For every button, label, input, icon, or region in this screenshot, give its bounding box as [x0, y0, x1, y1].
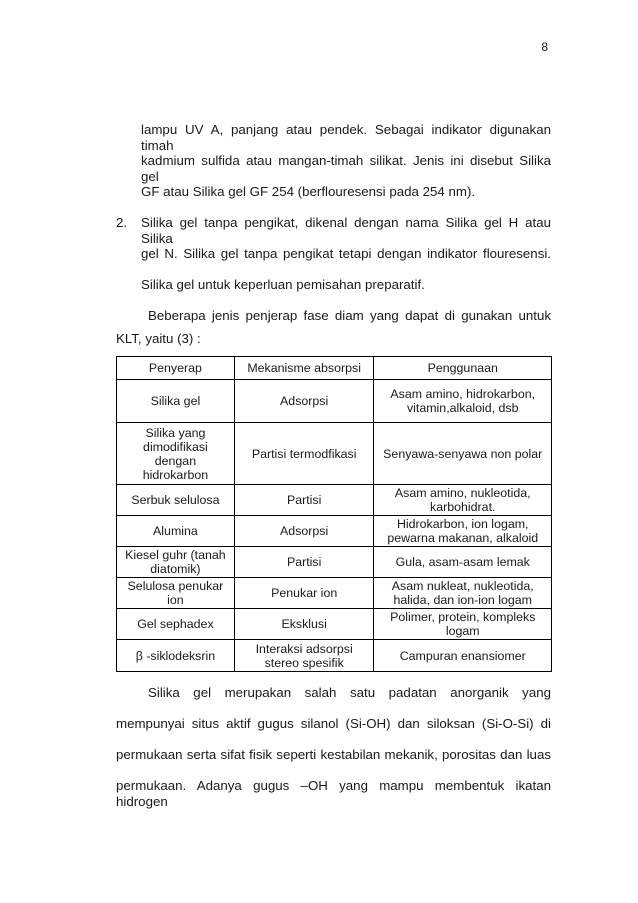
paragraph-2-line: mempunyai situs aktif gugus silanol (Si-OH) dan siloksan (Si-O-Si) di [116, 716, 551, 731]
table-row [117, 485, 552, 516]
table-cell: Senyawa-senyawa non polar [374, 423, 552, 485]
table-row [117, 640, 552, 672]
intro-line: Beberapa jenis penjerap fase diam yang dapat di gunakan untuk [148, 308, 551, 323]
table-cell: Serbuk selulosa [117, 485, 235, 516]
list-item-line: Silika gel tanpa pengikat, dikenal dengan nama Silika gel H atau Silika [141, 215, 551, 246]
list-item-line: Silika gel untuk keperluan pemisahan preparatif. [141, 277, 425, 292]
table-cell: Silika yang dimodifikasi dengan hidrokarbon [117, 423, 235, 485]
table-cell: Partisi termodfikasi [234, 423, 374, 485]
table-cell: Asam nukleat, nukleotida, halida, dan ion-ion logam [374, 578, 552, 609]
table-cell: Adsorpsi [234, 516, 374, 547]
table-cell: Asam amino, hidrokarbon, vitamin,alkaloid, dsb [374, 380, 552, 423]
table-row [117, 423, 552, 485]
table-cell: Adsorpsi [234, 380, 374, 423]
table-row [117, 609, 552, 640]
paragraph-2-line: permukaan. Adanya gugus –OH yang mampu membentuk ikatan hidrogen [116, 778, 551, 809]
list-item-line: gel N. Silika gel tanpa pengikat tetapi dengan indikator flouresensi. [141, 246, 551, 261]
paragraph-1-line: lampu UV A, panjang atau pendek. Sebagai indikator digunakan timah [141, 122, 551, 153]
table-cell: Polimer, protein, kompleks logam [374, 609, 552, 640]
table-cell: Asam amino, nukleotida, karbohidrat. [374, 485, 552, 516]
table-cell: Gula, asam-asam lemak [374, 547, 552, 578]
table-cell: β -siklodeksrin [117, 640, 235, 672]
table-row [117, 578, 552, 609]
table-cell: Eksklusi [234, 609, 374, 640]
table-cell: Silika gel [117, 380, 235, 423]
table-header-cell: Penggunaan [374, 357, 552, 380]
table-row [117, 516, 552, 547]
table-cell: Alumina [117, 516, 235, 547]
table-cell: Partisi [234, 485, 374, 516]
paragraph-1-line: GF atau Silika gel GF 254 (berflouresensi pada 254 nm). [141, 184, 476, 199]
table-cell: Hidrokarbon, ion logam, pewarna makanan, alkaloid [374, 516, 552, 547]
page-number: 8 [541, 40, 548, 54]
table-header-row [117, 357, 552, 380]
table-cell: Penukar ion [234, 578, 374, 609]
table-cell: Interaksi adsorpsi stereo spesifik [234, 640, 374, 672]
paragraph-1-line: kadmium sulfida atau mangan-timah silikat. Jenis ini disebut Silika gel [141, 153, 551, 184]
table-cell: Gel sephadex [117, 609, 235, 640]
table-cell: Selulosa penukar ion [117, 578, 235, 609]
table-cell: Campuran enansiomer [374, 640, 552, 672]
table-cell: Kiesel guhr (tanah diatomik) [117, 547, 235, 578]
table-cell: Partisi [234, 547, 374, 578]
paragraph-2-line: permukaan serta sifat fisik seperti kestabilan mekanik, porositas dan luas [116, 747, 551, 762]
adsorbent-table [116, 356, 552, 672]
table-row [117, 380, 552, 423]
paragraph-2-line: Silika gel merupakan salah satu padatan anorganik yang [148, 685, 551, 700]
table-header-cell: Mekanisme absorpsi [234, 357, 374, 380]
list-number: 2. [116, 215, 128, 230]
table-header-cell: Penyerap [117, 357, 235, 380]
intro-line: KLT, yaitu (3) : [116, 331, 201, 346]
table-row [117, 547, 552, 578]
